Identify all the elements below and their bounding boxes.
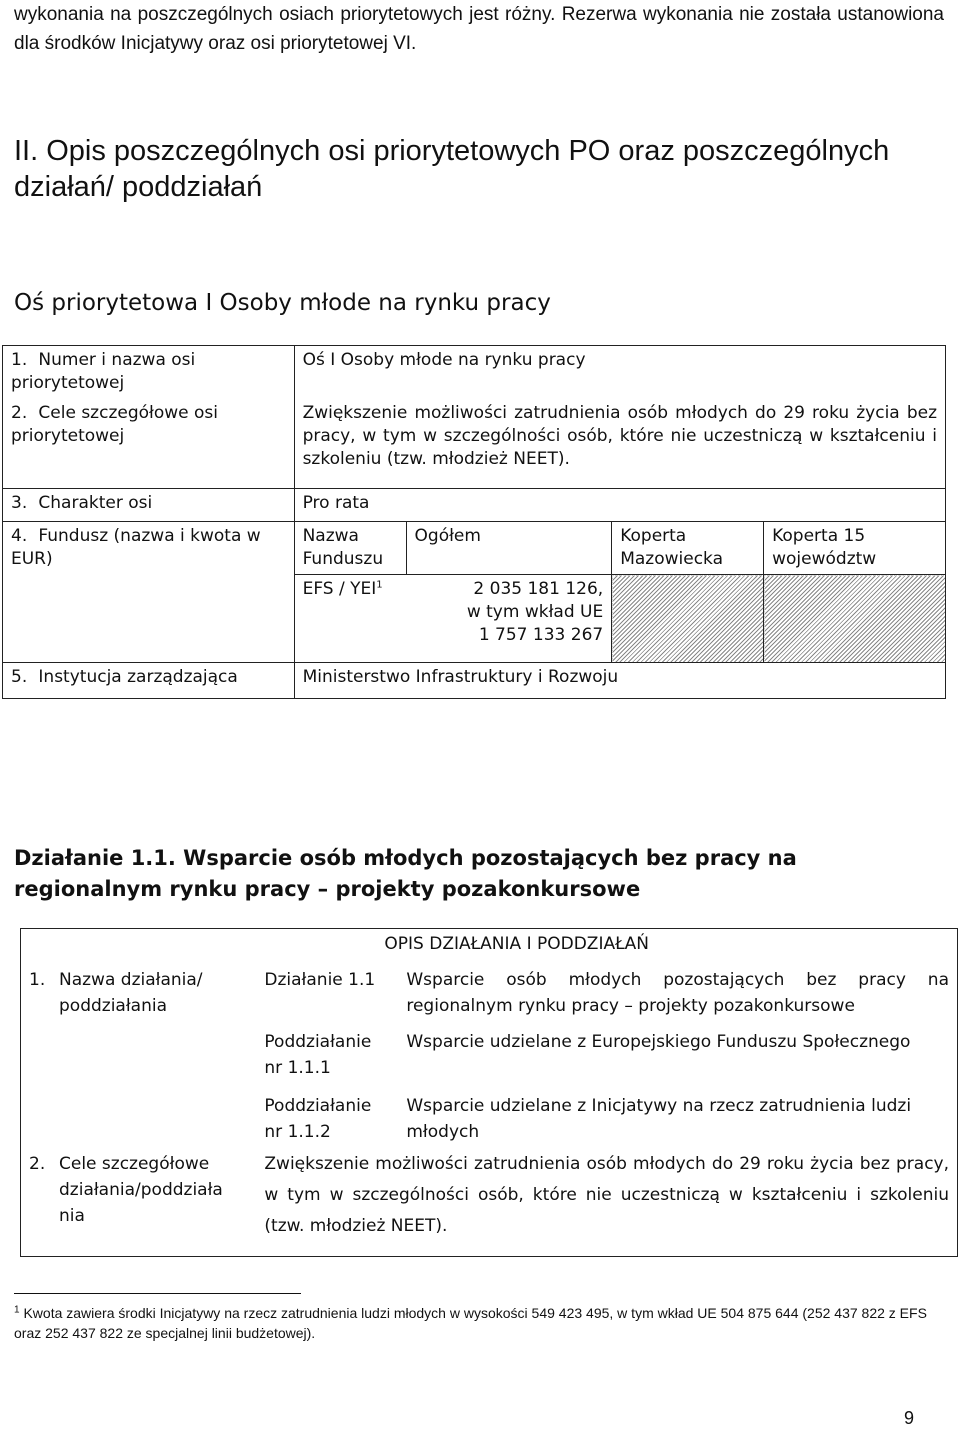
action-heading: Działanie 1.1. Wsparcie osób młodych pozostających bez pracy na regionalnym rynku pracy – projekty pozakonkursowe <box>14 846 797 901</box>
intro-paragraph: wykonania na poszczególnych osiach priorytetowych jest różny. Rezerwa wykonania nie została ustanowiona dla środków Inicjatywy oraz osi priorytetowej VI. <box>14 4 944 54</box>
page-number: 9 <box>904 1408 915 1428</box>
action-row2-value: Zwiększenie możliwości zatrudnienia osób młodych do 29 roku życia bez pracy, w tym w szczególności osób, które nie uczestniczą w kształceniu i szkoleniu (tzw. młodzież NEET). <box>256 1147 957 1257</box>
section-title: II. Opis poszczególnych osi priorytetowych PO oraz poszczególnych działań/ poddziałań <box>14 135 890 203</box>
axis-row3-label: 3. Charakter osi <box>3 489 295 522</box>
fund-header-15-wojewodztw: Koperta 15 województw <box>764 522 946 575</box>
footnote-ref: 1 <box>376 579 383 591</box>
action-desc-1: Wsparcie osób młodych pozostających bez pracy na regionalnym rynku pracy – projekty pozakonkursowe <box>398 965 957 1027</box>
fund-total-cell: 2 035 181 126, w tym wkład UE 1 757 133 267 <box>406 575 612 663</box>
fund-header-name: Nazwa Funduszu <box>294 522 406 575</box>
fund-name-cell: EFS / YEI$^1$ <box>294 575 406 663</box>
axis-row5-label: 5. Instytucja zarządzająca <box>3 663 295 699</box>
axis-row2-value: Zwiększenie możliwości zatrudnienia osób młodych do 29 roku życia bez pracy, w tym w szczególności osób, które nie uczestniczą w kształceniu i szkoleniu (tzw. młodzież NEET). <box>294 399 945 489</box>
axis-row3-value: Pro rata <box>294 489 945 522</box>
action-desc-2: Wsparcie udzielane z Europejskiego Funduszu Społecznego <box>398 1027 957 1091</box>
action-row1-label: 1. Nazwa działania/ poddziałania <box>21 965 257 1147</box>
action-table <box>20 928 958 1257</box>
axis-heading: Oś priorytetowa I Osoby młode na rynku pracy <box>14 290 551 316</box>
axis-row4-label: 4. Fundusz (nazwa i kwota w EUR) <box>3 522 295 663</box>
fund-15-wojewodztw-hatched-cell <box>764 575 946 663</box>
footnote <box>14 1303 944 1343</box>
action-desc-3: Wsparcie udzielane z Inicjatywy na rzecz zatrudnienia ludzi młodych <box>398 1091 957 1147</box>
axis-row1-value: Oś I Osoby młode na rynku pracy <box>294 346 945 399</box>
action-code-1: Działanie 1.1 <box>264 969 376 990</box>
fund-header-total: Ogółem <box>406 522 612 575</box>
axis-row5-value: Ministerstwo Infrastruktury i Rozwoju <box>294 663 945 699</box>
footnote-divider <box>14 1293 301 1294</box>
fund-header-mazowiecka: Koperta Mazowiecka <box>612 522 764 575</box>
footnote-mark: 1 <box>14 1304 20 1316</box>
action-code-3: Poddziałanie nr 1.1.2 <box>264 1095 372 1142</box>
footnote-text: Kwota zawiera środki Inicjatywy na rzecz zatrudnienia ludzi młodych w wysokości 549 423 495, w tym wkład UE 504 875 644 (252 437 822 z EFS oraz 252 437 822 ze specjalnej linii budżetowej). <box>14 1305 927 1341</box>
fund-mazowiecka-hatched-cell <box>612 575 764 663</box>
axis-row1-label: 1. Numer i nazwa osi priorytetowej <box>3 346 295 399</box>
axis-row2-label: 2. Cele szczegółowe osi priorytetowej <box>3 399 295 489</box>
axis-table <box>2 345 946 699</box>
action-row2-label: 2. Cele szczegółowe działania/poddziała nia <box>21 1147 257 1257</box>
action-table-header: OPIS DZIAŁANIA I PODDZIAŁAŃ <box>256 929 957 965</box>
action-code-2: Poddziałanie nr 1.1.1 <box>264 1031 372 1078</box>
